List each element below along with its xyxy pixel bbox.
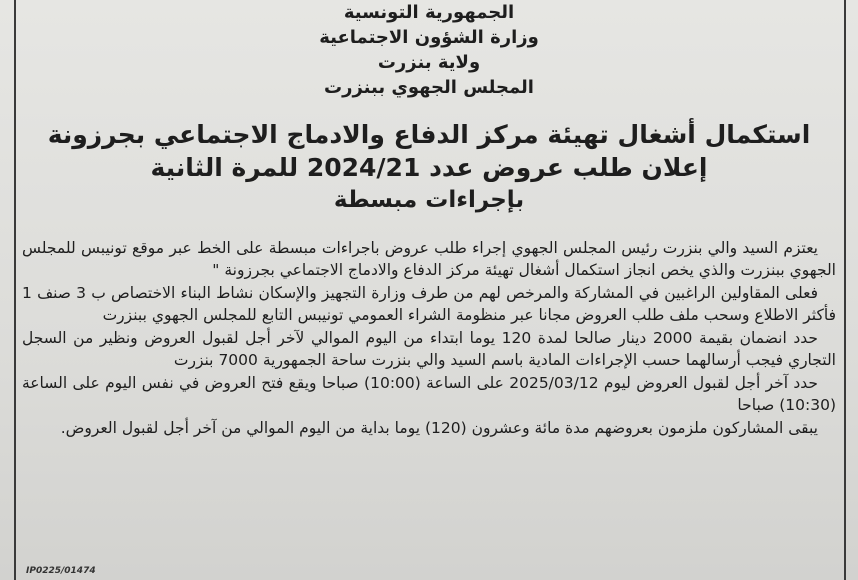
paragraph-validity: يبقى المشاركون ملزمون بعروضهم مدة مائة وعشرون (120) يوما بداية من اليوم الموالي من آخر أجل لقبول العروض.: [60, 419, 818, 437]
paragraph-deadline: حدد آخر أجل لقبول العروض ليوم 2025/03/12 على الساعة (10:00) صباحا ويقع فتح العروض في نفس اليوم على الساعة (10:30) صباحا: [22, 374, 836, 414]
announcement-title-block: [0, 118, 858, 217]
ministry-name: وزارة الشؤون الاجتماعية: [319, 27, 539, 48]
governorate-name: ولاية بنزرت: [377, 52, 481, 73]
issuer-header: [0, 0, 858, 100]
project-title: استكمال أشغال تهيئة مركز الدفاع والادماج الاجتماعي بجرزونة: [47, 120, 811, 149]
procedure-title: بإجراءات مبسطة: [333, 187, 525, 213]
reference-code: IP0225/01474: [26, 566, 96, 576]
council-name: المجلس الجهوي ببنزرت: [324, 77, 534, 98]
country-name: الجمهورية التونسية: [343, 2, 515, 23]
paragraph-eligibility: فعلى المقاولين الراغبين في المشاركة والمرخص لهم من طرف وزارة التجهيز والإسكان نشاط البناء الاختصاص ب 3 صنف 1 فأكثر الاطلاع وسحب ملف طلب العروض مجانا عبر منظومة الشراء العمومي تونيبس التابع للمجلس الجهوي ببنزرت: [22, 284, 836, 324]
tender-title: إعلان طلب عروض عدد 2024/21 للمرة الثانية: [150, 153, 708, 182]
paragraph-guarantee: حدد انضمان بقيمة 2000 دينار صالحا لمدة 120 يوما ابتداء من اليوم الموالي لآخر أجل لقبول العروض ونظير من السجل التجاري فيجب أرسالهما حسب الإجراءات المادية باسم السيد والي بنزرت ساحة الجمهورية 7000 بنزرت: [22, 329, 836, 369]
announcement-body: [22, 238, 836, 442]
paragraph-intro: يعتزم السيد والي بنزرت رئيس المجلس الجهوي إجراء طلب عروض باجراءات مبسطة على الخط عبر موقع تونيبس للمجلس الجهوي ببنزرت والذي يخص انجاز استكمال أشغال تهيئة مركز الدفاع والادماج الاجتماعي بجرزونة ": [22, 239, 836, 279]
